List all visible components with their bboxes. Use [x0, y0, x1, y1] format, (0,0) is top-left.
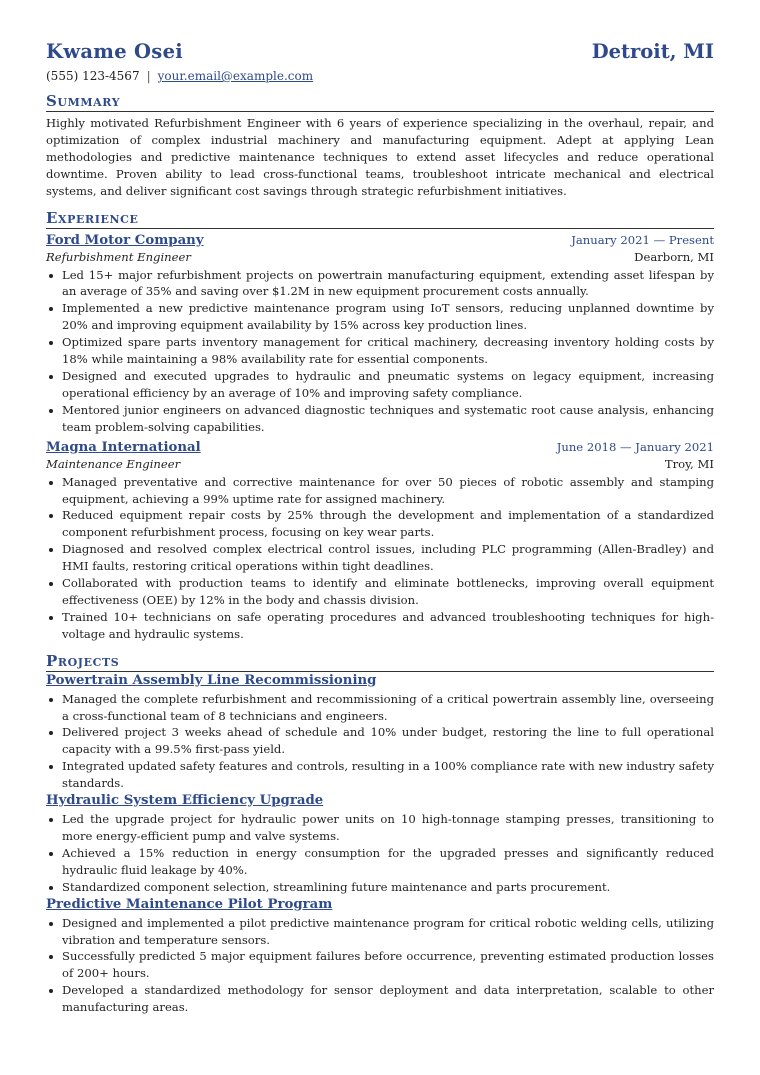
job-dates: January 2021 — Present — [571, 232, 714, 247]
job-entry-magna — [46, 440, 714, 643]
company-name[interactable]: Magna International — [46, 439, 201, 455]
job-dates: June 2018 — January 2021 — [556, 439, 714, 454]
job-bullet: Managed preventative and corrective maintenance for over 50 pieces of robotic assembly and stamping equipment, achieving a 99% uptime rate for assigned machinery. — [46, 474, 714, 508]
job-entry-ford — [46, 233, 714, 436]
project-title[interactable]: Hydraulic System Efficiency Upgrade — [46, 793, 324, 809]
resume-header — [46, 0, 714, 63]
project-bullets — [46, 915, 714, 1016]
job-bullets — [46, 474, 714, 643]
job-bullet: Mentored junior engineers on advanced diagnostic techniques and systematic root cause analysis, enhancing team problem-solving capabilities. — [46, 402, 714, 436]
job-role: Maintenance Engineer — [46, 456, 181, 471]
email-link[interactable]: your.email@example.com — [157, 69, 314, 83]
job-bullet: Implemented a new predictive maintenance program using IoT sensors, reducing unplanned downtime by 20% and improving equipment availability by 15% across key production lines. — [46, 300, 714, 334]
project-bullet: Delivered project 3 weeks ahead of schedule and 10% under budget, restoring the line to full operational capacity with a 99.5% first-pass yield. — [46, 724, 714, 758]
project-bullet: Integrated updated safety features and controls, resulting in a 100% compliance rate with new industry safety standards. — [46, 758, 714, 792]
job-bullet: Led 15+ major refurbishment projects on powertrain manufacturing equipment, extending asset lifespan by an average of 35% and saving over $1.2M in new equipment procurement costs annually. — [46, 267, 714, 301]
project-entry — [46, 793, 714, 896]
phone-number: (555) 123-4567 — [46, 69, 140, 83]
job-bullet: Optimized spare parts inventory management for critical machinery, decreasing inventory holding costs by 18% while maintaining a 98% availability rate for essential components. — [46, 334, 714, 368]
project-title[interactable]: Predictive Maintenance Pilot Program — [46, 896, 333, 912]
projects-heading: Projects — [46, 653, 714, 672]
project-bullet: Standardized component selection, streamlining future maintenance and parts procurement. — [46, 879, 714, 896]
project-bullet: Designed and implemented a pilot predictive maintenance program for critical robotic welding cells, utilizing vibration and temperature sensors. — [46, 915, 714, 949]
candidate-name: Kwame Osei — [46, 40, 183, 63]
project-title[interactable]: Powertrain Assembly Line Recommissioning — [46, 672, 377, 688]
project-bullets — [46, 691, 714, 792]
contact-separator: | — [146, 69, 151, 83]
summary-heading: Summary — [46, 93, 714, 112]
summary-text: Highly motivated Refurbishment Engineer with 6 years of experience specializing in the overhaul, repair, and optimization of complex industrial machinery and manufacturing equipment. Adept at applying Lean methodologies and predictive maintenance techniques to extend asset lifecycles and reduce operational downtime. Proven ability to lead cross-functional teams, troubleshoot intricate mechanical and electrical systems, and deliver significant cost savings through strategic refurbishment initiatives. — [46, 116, 714, 198]
project-bullet: Led the upgrade project for hydraulic power units on 10 high-tonnage stamping presses, transitioning to more energy-efficient pump and valve systems. — [46, 811, 714, 845]
job-bullets — [46, 267, 714, 436]
project-entry — [46, 673, 714, 792]
project-bullet: Successfully predicted 5 major equipment failures before occurrence, preventing estimated production losses of 200+ hours. — [46, 948, 714, 982]
job-bullet: Designed and executed upgrades to hydraulic and pneumatic systems on legacy equipment, increasing operational efficiency by an average of 10% and improving safety compliance. — [46, 368, 714, 402]
project-bullets — [46, 811, 714, 896]
candidate-location: Detroit, MI — [591, 40, 714, 63]
job-bullet: Reduced equipment repair costs by 25% through the development and implementation of a standardized component refurbishment process, focusing on key wear parts. — [46, 507, 714, 541]
experience-heading: Experience — [46, 210, 714, 229]
project-bullet: Managed the complete refurbishment and recommissioning of a critical powertrain assembly line, overseeing a cross-functional team of 8 technicians and engineers. — [46, 691, 714, 725]
project-bullet: Achieved a 15% reduction in energy consumption for the upgraded presses and significantly reduced hydraulic fluid leakage by 40%. — [46, 845, 714, 879]
job-location: Dearborn, MI — [634, 249, 714, 264]
project-bullet: Developed a standardized methodology for sensor deployment and data interpretation, scalable to other manufacturing areas. — [46, 982, 714, 1016]
project-entry — [46, 897, 714, 1016]
job-bullet: Diagnosed and resolved complex electrical control issues, including PLC programming (Allen-Bradley) and HMI faults, restoring critical operations within tight deadlines. — [46, 541, 714, 575]
job-bullet: Collaborated with production teams to identify and eliminate bottlenecks, improving overall equipment effectiveness (OEE) by 12% in the body and chassis division. — [46, 575, 714, 609]
job-role: Refurbishment Engineer — [46, 249, 191, 264]
company-name[interactable]: Ford Motor Company — [46, 232, 204, 248]
job-location: Troy, MI — [664, 456, 714, 471]
contact-line — [46, 69, 714, 83]
job-bullet: Trained 10+ technicians on safe operating procedures and advanced troubleshooting techniques for high-voltage and hydraulic systems. — [46, 609, 714, 643]
